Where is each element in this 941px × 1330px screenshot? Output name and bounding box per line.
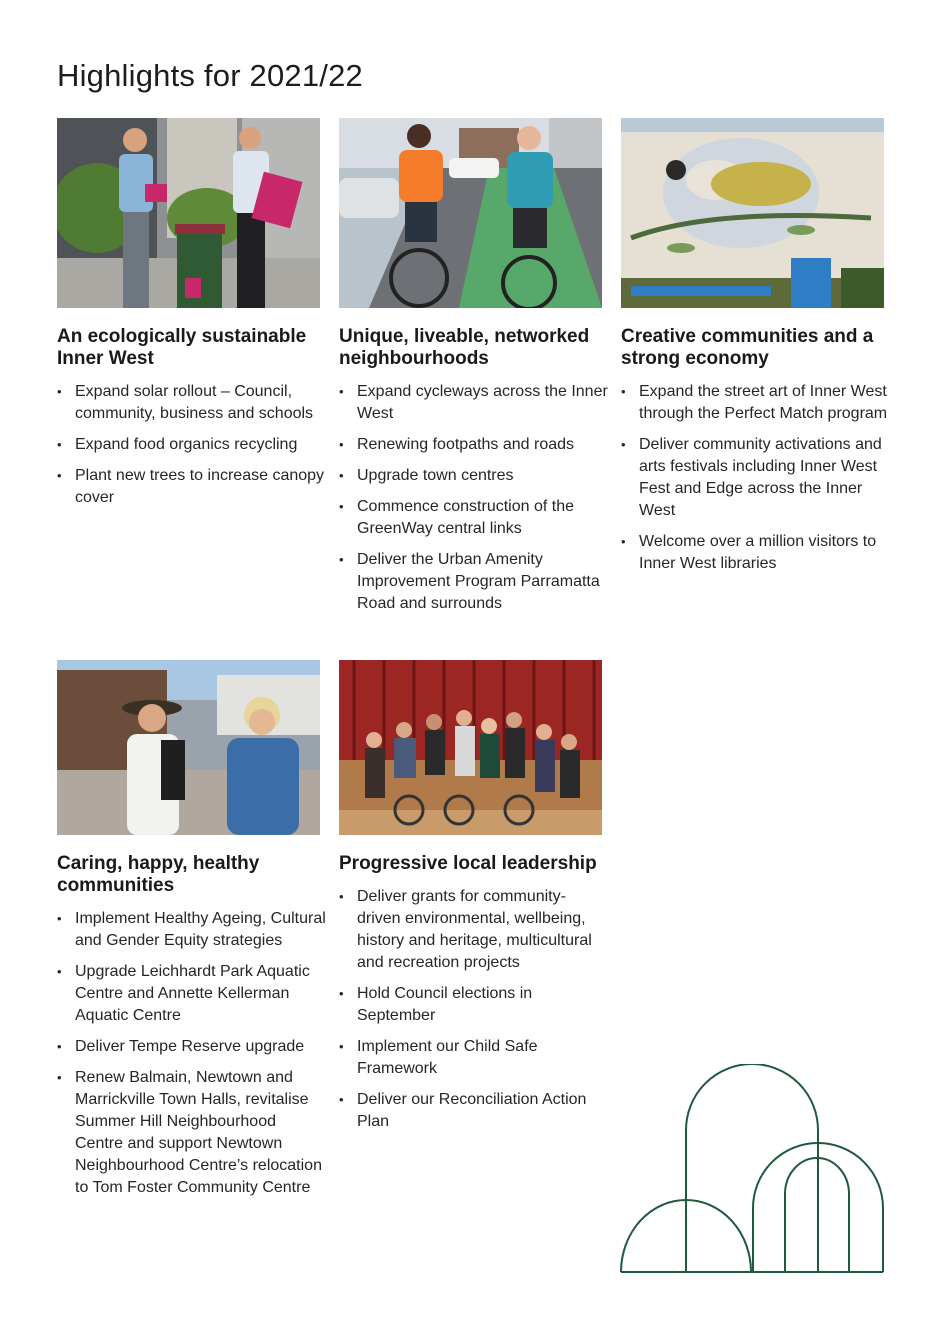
list-item: • Deliver our Reconciliation Action Plan — [339, 1089, 609, 1133]
list-item: • Expand cycleways across the Inner West — [339, 381, 609, 425]
page-title: Highlights for 2021/22 — [57, 58, 363, 93]
section-leadership — [339, 853, 609, 1142]
list-item: • Expand food organics recycling — [57, 434, 327, 456]
section-creative — [621, 326, 891, 584]
photo-community-women — [57, 660, 320, 835]
list-item: • Upgrade town centres — [339, 465, 609, 487]
section-heading: Creative communities and a strong economy — [621, 326, 874, 369]
list-item: • Plant new trees to increase canopy cover — [57, 465, 327, 509]
bullet-list — [57, 908, 327, 1199]
list-item: • Commence construction of the GreenWay central links — [339, 496, 609, 540]
photo-street-art — [621, 118, 884, 308]
section-sustainable — [57, 326, 327, 518]
bullet-list — [57, 381, 327, 509]
section-heading: An ecologically sustainable Inner West — [57, 326, 307, 369]
list-item: • Deliver the Urban Amenity Improvement Program Parramatta Road and surrounds — [339, 549, 609, 615]
bullet-list — [621, 381, 891, 575]
list-item: • Deliver Tempe Reserve upgrade — [57, 1036, 327, 1058]
list-item: • Deliver grants for community-driven environmental, wellbeing, history and heritage, multicultural and recreation projects — [339, 886, 609, 974]
photo-group-stage — [339, 660, 602, 835]
list-item: • Expand solar rollout – Council, community, business and schools — [57, 381, 327, 425]
list-item: • Hold Council elections in September — [339, 983, 609, 1027]
section-heading: Caring, happy, healthy communities — [57, 853, 260, 896]
arches-logo-graphic — [619, 1064, 887, 1281]
list-item: • Expand the street art of Inner West through the Perfect Match program — [621, 381, 891, 425]
list-item: • Implement our Child Safe Framework — [339, 1036, 609, 1080]
list-item: • Deliver community activations and arts festivals including Inner West Fest and Edge across the Inner West — [621, 434, 891, 522]
photo-cyclists — [339, 118, 602, 308]
section-neighbourhoods — [339, 326, 609, 624]
section-caring — [57, 853, 327, 1208]
list-item: • Welcome over a million visitors to Inner West libraries — [621, 531, 891, 575]
bullet-list — [339, 886, 609, 1133]
list-item: • Implement Healthy Ageing, Cultural and Gender Equity strategies — [57, 908, 327, 952]
list-item: • Renewing footpaths and roads — [339, 434, 609, 456]
bullet-list — [339, 381, 609, 615]
list-item: • Renew Balmain, Newtown and Marrickville Town Halls, revitalise Summer Hill Neighbourhood Centre and support Newtown Neighbourhood Centre’s relocation to Tom Foster Community Centre — [57, 1067, 327, 1199]
section-heading: Unique, liveable, networked neighbourhoods — [339, 326, 590, 369]
section-heading: Progressive local leadership — [339, 853, 597, 874]
list-item: • Upgrade Leichhardt Park Aquatic Centre and Annette Kellerman Aquatic Centre — [57, 961, 327, 1027]
photo-recycling — [57, 118, 320, 308]
